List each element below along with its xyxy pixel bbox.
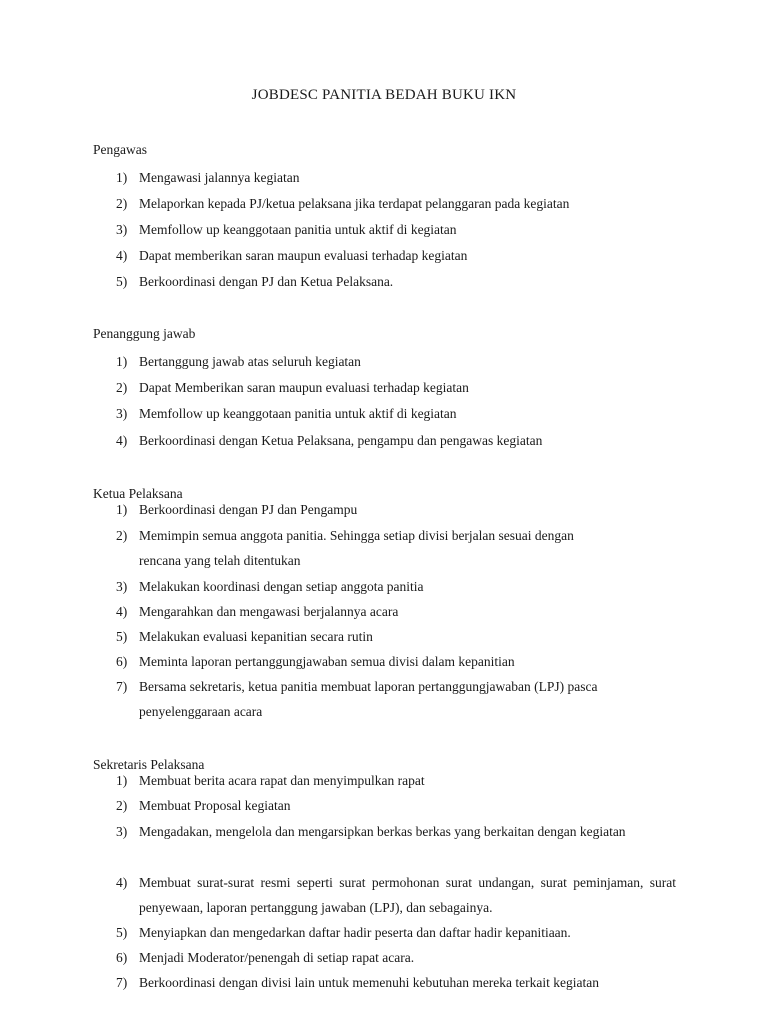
list-item	[116, 970, 676, 995]
list-item	[116, 497, 676, 522]
list-item	[116, 401, 676, 426]
list-item	[116, 217, 676, 242]
list-item	[116, 165, 676, 190]
list-item-number: 2)	[116, 196, 128, 211]
list-item-number: 2)	[116, 528, 128, 543]
list-item-text: Dapat memberikan saran maupun evaluasi terhadap kegiatan	[139, 248, 468, 263]
list-item-text: Memfollow up keanggotaan panitia untuk aktif di kegiatan	[139, 406, 457, 421]
list-item-text: Melaporkan kepada PJ/ketua pelaksana jika terdapat pelanggaran pada kegiatan	[139, 196, 570, 211]
list-item	[116, 349, 676, 374]
section-heading-penanggung-jawab: Penanggung jawab	[93, 326, 196, 341]
list-item-text: Dapat Memberikan saran maupun evaluasi terhadap kegiatan	[139, 380, 469, 395]
list-item	[116, 375, 676, 400]
list-item	[116, 428, 676, 453]
list-item-number: 3)	[116, 406, 128, 421]
list-item-number: 3)	[116, 222, 128, 237]
list-item-text: Membuat surat-surat resmi seperti surat permohonan surat undangan, surat peminjaman, surat penyewaan, laporan pertanggung jawaban (LPJ), dan sebagainya.	[139, 875, 676, 915]
list-item	[116, 574, 676, 599]
list-item-text: Meminta laporan pertanggungjawaban semua divisi dalam kepanitian	[139, 654, 515, 669]
list-item-text: Menyiapkan dan mengedarkan daftar hadir peserta dan daftar hadir kepanitiaan.	[139, 925, 571, 940]
list-item-number: 5)	[116, 629, 128, 644]
list-item-number: 1)	[116, 773, 128, 788]
list-item-number: 7)	[116, 975, 128, 990]
section-heading-ketua-pelaksana: Ketua Pelaksana	[93, 486, 183, 501]
list-item-number: 2)	[116, 380, 128, 395]
list-item	[116, 945, 676, 970]
list-item	[116, 269, 676, 294]
list-item	[116, 920, 676, 945]
list-item-text: Mengarahkan dan mengawasi berjalannya acara	[139, 604, 399, 619]
list-item	[116, 243, 676, 268]
list-item-text: Memimpin semua anggota panitia. Sehingga setiap divisi berjalan sesuai dengan rencana yang telah ditentukan	[139, 528, 574, 568]
list-item-text: Mengadakan, mengelola dan mengarsipkan berkas berkas yang berkaitan dengan kegiatan	[139, 824, 626, 839]
list-item-number: 4)	[116, 248, 128, 263]
list-item-text: Membuat berita acara rapat dan menyimpulkan rapat	[139, 773, 425, 788]
list-item-number: 3)	[116, 824, 128, 839]
list-item-text: Memfollow up keanggotaan panitia untuk aktif di kegiatan	[139, 222, 457, 237]
list-item	[116, 768, 676, 793]
list-item-text: Menjadi Moderator/penengah di setiap rapat acara.	[139, 950, 415, 965]
list-item-text: Berkoordinasi dengan divisi lain untuk memenuhi kebutuhan mereka terkait kegiatan	[139, 975, 599, 990]
list-item	[116, 819, 656, 844]
section-heading-pengawas: Pengawas	[93, 142, 147, 157]
section-heading-sekretaris-pelaksana: Sekretaris Pelaksana	[93, 757, 205, 772]
list-item-text: Bertanggung jawab atas seluruh kegiatan	[139, 354, 361, 369]
list-item-number: 7)	[116, 679, 128, 694]
list-item-text: Berkoordinasi dengan PJ dan Pengampu	[139, 502, 358, 517]
list-item	[116, 793, 676, 818]
list-item-number: 4)	[116, 433, 128, 448]
list-item-text: Melakukan koordinasi dengan setiap anggota panitia	[139, 579, 424, 594]
list-item-text: Berkoordinasi dengan Ketua Pelaksana, pengampu dan pengawas kegiatan	[139, 433, 543, 448]
list-item-number: 3)	[116, 579, 128, 594]
list-item-text: Berkoordinasi dengan PJ dan Ketua Pelaksana.	[139, 274, 394, 289]
list-item	[116, 624, 676, 649]
list-item-number: 1)	[116, 354, 128, 369]
list-item-number: 2)	[116, 798, 128, 813]
list-item	[116, 649, 676, 674]
page-title: JOBDESC PANITIA BEDAH BUKU IKN	[251, 87, 517, 103]
list-item-number: 1)	[116, 502, 128, 517]
list-item	[116, 523, 596, 573]
list-item-number: 6)	[116, 950, 128, 965]
list-item-text: Melakukan evaluasi kepanitian secara rutin	[139, 629, 373, 644]
list-item-text: Membuat Proposal kegiatan	[139, 798, 291, 813]
list-item-number: 1)	[116, 170, 128, 185]
list-item-number: 4)	[116, 604, 128, 619]
list-item	[116, 870, 676, 920]
list-item-number: 5)	[116, 925, 128, 940]
list-item-text: Bersama sekretaris, ketua panitia membuat laporan pertanggungjawaban (LPJ) pasca penyelenggaraan acara	[139, 679, 598, 719]
list-item-number: 6)	[116, 654, 128, 669]
list-item	[116, 191, 676, 216]
list-item	[116, 599, 676, 624]
list-item-number: 4)	[116, 875, 128, 890]
list-item-text: Mengawasi jalannya kegiatan	[139, 170, 300, 185]
list-item	[116, 674, 636, 724]
list-item-number: 5)	[116, 274, 128, 289]
